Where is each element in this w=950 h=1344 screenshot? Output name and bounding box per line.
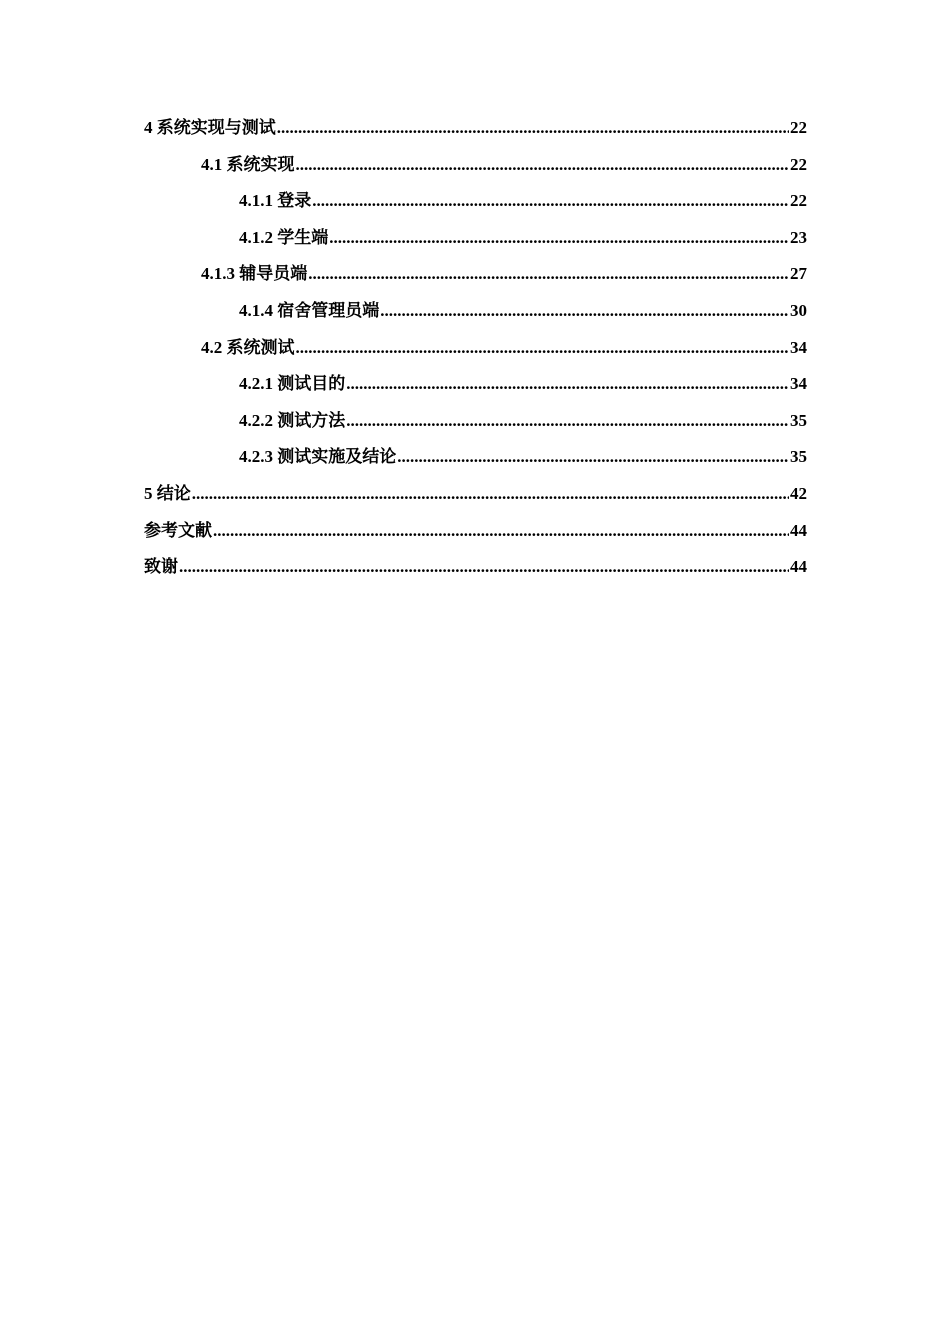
toc-entry[interactable] bbox=[144, 110, 807, 147]
toc-entry[interactable] bbox=[144, 330, 807, 367]
toc-entry-title: 4.1.2 学生端 bbox=[239, 227, 329, 247]
toc-entry-title: 4.1.3 辅导员端 bbox=[201, 264, 308, 284]
toc-entry[interactable] bbox=[144, 549, 807, 586]
toc-entry-page: 22 bbox=[790, 118, 807, 137]
toc-entry[interactable] bbox=[144, 147, 807, 184]
toc-entry-title: 4.2.2 测试方法 bbox=[239, 410, 346, 430]
toc-dot-leader bbox=[346, 403, 789, 440]
toc-entry-page: 34 bbox=[790, 374, 807, 394]
toc-entry-page: 30 bbox=[790, 300, 807, 320]
toc-entry[interactable] bbox=[144, 366, 807, 403]
toc-entry-title: 4.2 系统测试 bbox=[201, 337, 295, 357]
toc-entry-page: 42 bbox=[790, 483, 807, 503]
toc-dot-leader bbox=[277, 110, 789, 147]
toc-dot-leader bbox=[312, 183, 789, 220]
table-of-contents bbox=[144, 110, 807, 586]
toc-entry-title: 4.1.1 登录 bbox=[239, 191, 312, 211]
toc-entry-page: 27 bbox=[790, 264, 807, 284]
toc-dot-leader bbox=[380, 293, 789, 330]
toc-entry[interactable] bbox=[144, 293, 807, 330]
toc-dot-leader bbox=[308, 256, 789, 293]
toc-dot-leader bbox=[179, 549, 789, 586]
toc-dot-leader bbox=[296, 147, 790, 184]
toc-dot-leader bbox=[397, 439, 789, 476]
toc-entry-page: 34 bbox=[790, 337, 807, 357]
toc-entry-title: 4.2.1 测试目的 bbox=[239, 374, 346, 394]
toc-dot-leader bbox=[346, 366, 789, 403]
toc-entry-title: 4 系统实现与测试 bbox=[144, 118, 276, 137]
toc-dot-leader bbox=[192, 476, 789, 513]
toc-entry[interactable] bbox=[144, 183, 807, 220]
toc-entry-page: 22 bbox=[790, 191, 807, 211]
toc-entry[interactable] bbox=[144, 476, 807, 513]
toc-entry[interactable] bbox=[144, 513, 807, 550]
toc-entry[interactable] bbox=[144, 439, 807, 476]
toc-entry-title: 4.1 系统实现 bbox=[201, 154, 295, 174]
toc-entry-title: 4.2.3 测试实施及结论 bbox=[239, 447, 397, 467]
toc-entry-title: 4.1.4 宿舍管理员端 bbox=[239, 300, 380, 320]
toc-entry-page: 44 bbox=[790, 557, 807, 577]
toc-entry-page: 35 bbox=[790, 447, 807, 467]
toc-entry-page: 44 bbox=[790, 520, 807, 540]
toc-entry[interactable] bbox=[144, 403, 807, 440]
toc-dot-leader bbox=[296, 330, 790, 367]
toc-entry-title: 5 结论 bbox=[144, 483, 191, 503]
toc-dot-leader bbox=[213, 513, 789, 550]
toc-dot-leader bbox=[329, 220, 789, 257]
toc-entry-page: 35 bbox=[790, 410, 807, 430]
toc-entry[interactable] bbox=[144, 220, 807, 257]
toc-entry-title: 参考文献 bbox=[144, 520, 212, 540]
toc-entry-page: 23 bbox=[790, 227, 807, 247]
toc-entry-page: 22 bbox=[790, 154, 807, 174]
toc-entry[interactable] bbox=[144, 256, 807, 293]
toc-entry-title: 致谢 bbox=[144, 557, 178, 577]
